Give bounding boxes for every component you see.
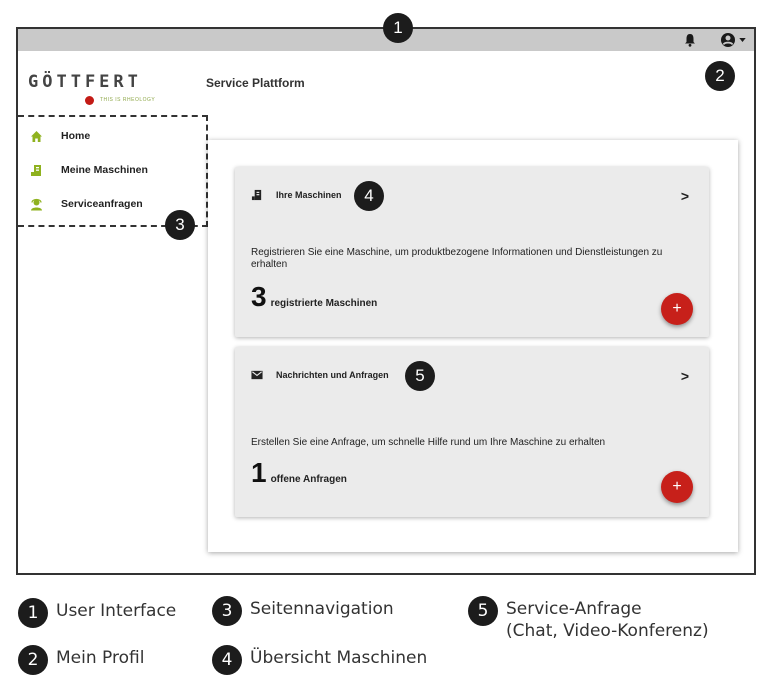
main-panel [208,140,738,552]
add-machine-button[interactable]: + [661,293,693,325]
caret-down-icon[interactable] [739,38,746,42]
legend-text: Übersicht Maschinen [250,648,428,668]
count-label: offene Anfragen [270,474,347,485]
machine-icon [251,189,263,201]
count-number: 3 [251,281,267,312]
requests-card[interactable] [235,347,709,517]
bell-icon[interactable] [684,33,696,47]
count-label: registrierte Maschinen [270,298,378,309]
nav-item-label: Home [61,130,91,142]
requests-card-header[interactable] [251,369,389,381]
callout-badge-2: 2 [705,61,735,91]
request-count [251,457,347,489]
count-number: 1 [251,457,267,488]
nav-item-machines[interactable] [30,160,148,180]
legend-badge: 5 [468,596,498,626]
page-title: Service Plattform [206,76,305,90]
nav-item-home[interactable] [30,126,90,146]
nav-item-label: Serviceanfragen [61,198,143,210]
logo-tagline: THIS IS RHEOLOGY [100,97,156,103]
nav-item-label: Meine Maschinen [61,164,148,176]
legend-item [18,645,144,675]
legend-item [212,596,394,626]
card-title: Ihre Maschinen [276,190,342,200]
logo-wordmark: GÖTTFERT [28,72,142,92]
legend-item [18,598,176,628]
legend-text: Service-Anfrage (Chat, Video-Konferenz) [506,599,709,641]
logo-dot [85,96,94,105]
legend-badge: 4 [212,645,242,675]
callout-badge-1: 1 [383,13,413,43]
goettfert-logo[interactable] [28,72,178,112]
card-description: Erstellen Sie eine Anfrage, um schnelle Hilfe rund um Ihre Maschine zu erhalten [251,437,606,448]
legend-badge: 3 [212,596,242,626]
callout-badge-5: 5 [405,361,435,391]
legend-text: Mein Profil [56,648,145,668]
machines-card-header[interactable] [251,189,342,201]
home-icon [30,130,43,143]
account-icon[interactable] [720,32,736,48]
machines-card[interactable] [235,167,709,337]
callout-badge-3: 3 [165,210,195,240]
chevron-right-icon[interactable]: > [680,368,689,384]
legend-item [468,596,709,642]
ui-frame [16,27,756,575]
legend-text: Seitennavigation [250,599,394,619]
machine-icon [30,164,43,177]
machine-count [251,281,377,313]
card-description: Registrieren Sie eine Maschine, um produktbezogene Informationen und Dienstleistungen zu erhalten [251,247,663,270]
service-agent-icon [30,198,43,211]
add-request-button[interactable]: + [661,471,693,503]
chevron-right-icon[interactable]: > [680,188,689,204]
callout-badge-4: 4 [354,181,384,211]
nav-item-service-requests[interactable] [30,194,143,214]
legend-text: User Interface [56,601,177,621]
legend-badge: 2 [18,645,48,675]
legend-badge: 1 [18,598,48,628]
legend-item [212,645,427,675]
card-title: Nachrichten und Anfragen [276,370,389,380]
mail-icon [251,369,263,381]
